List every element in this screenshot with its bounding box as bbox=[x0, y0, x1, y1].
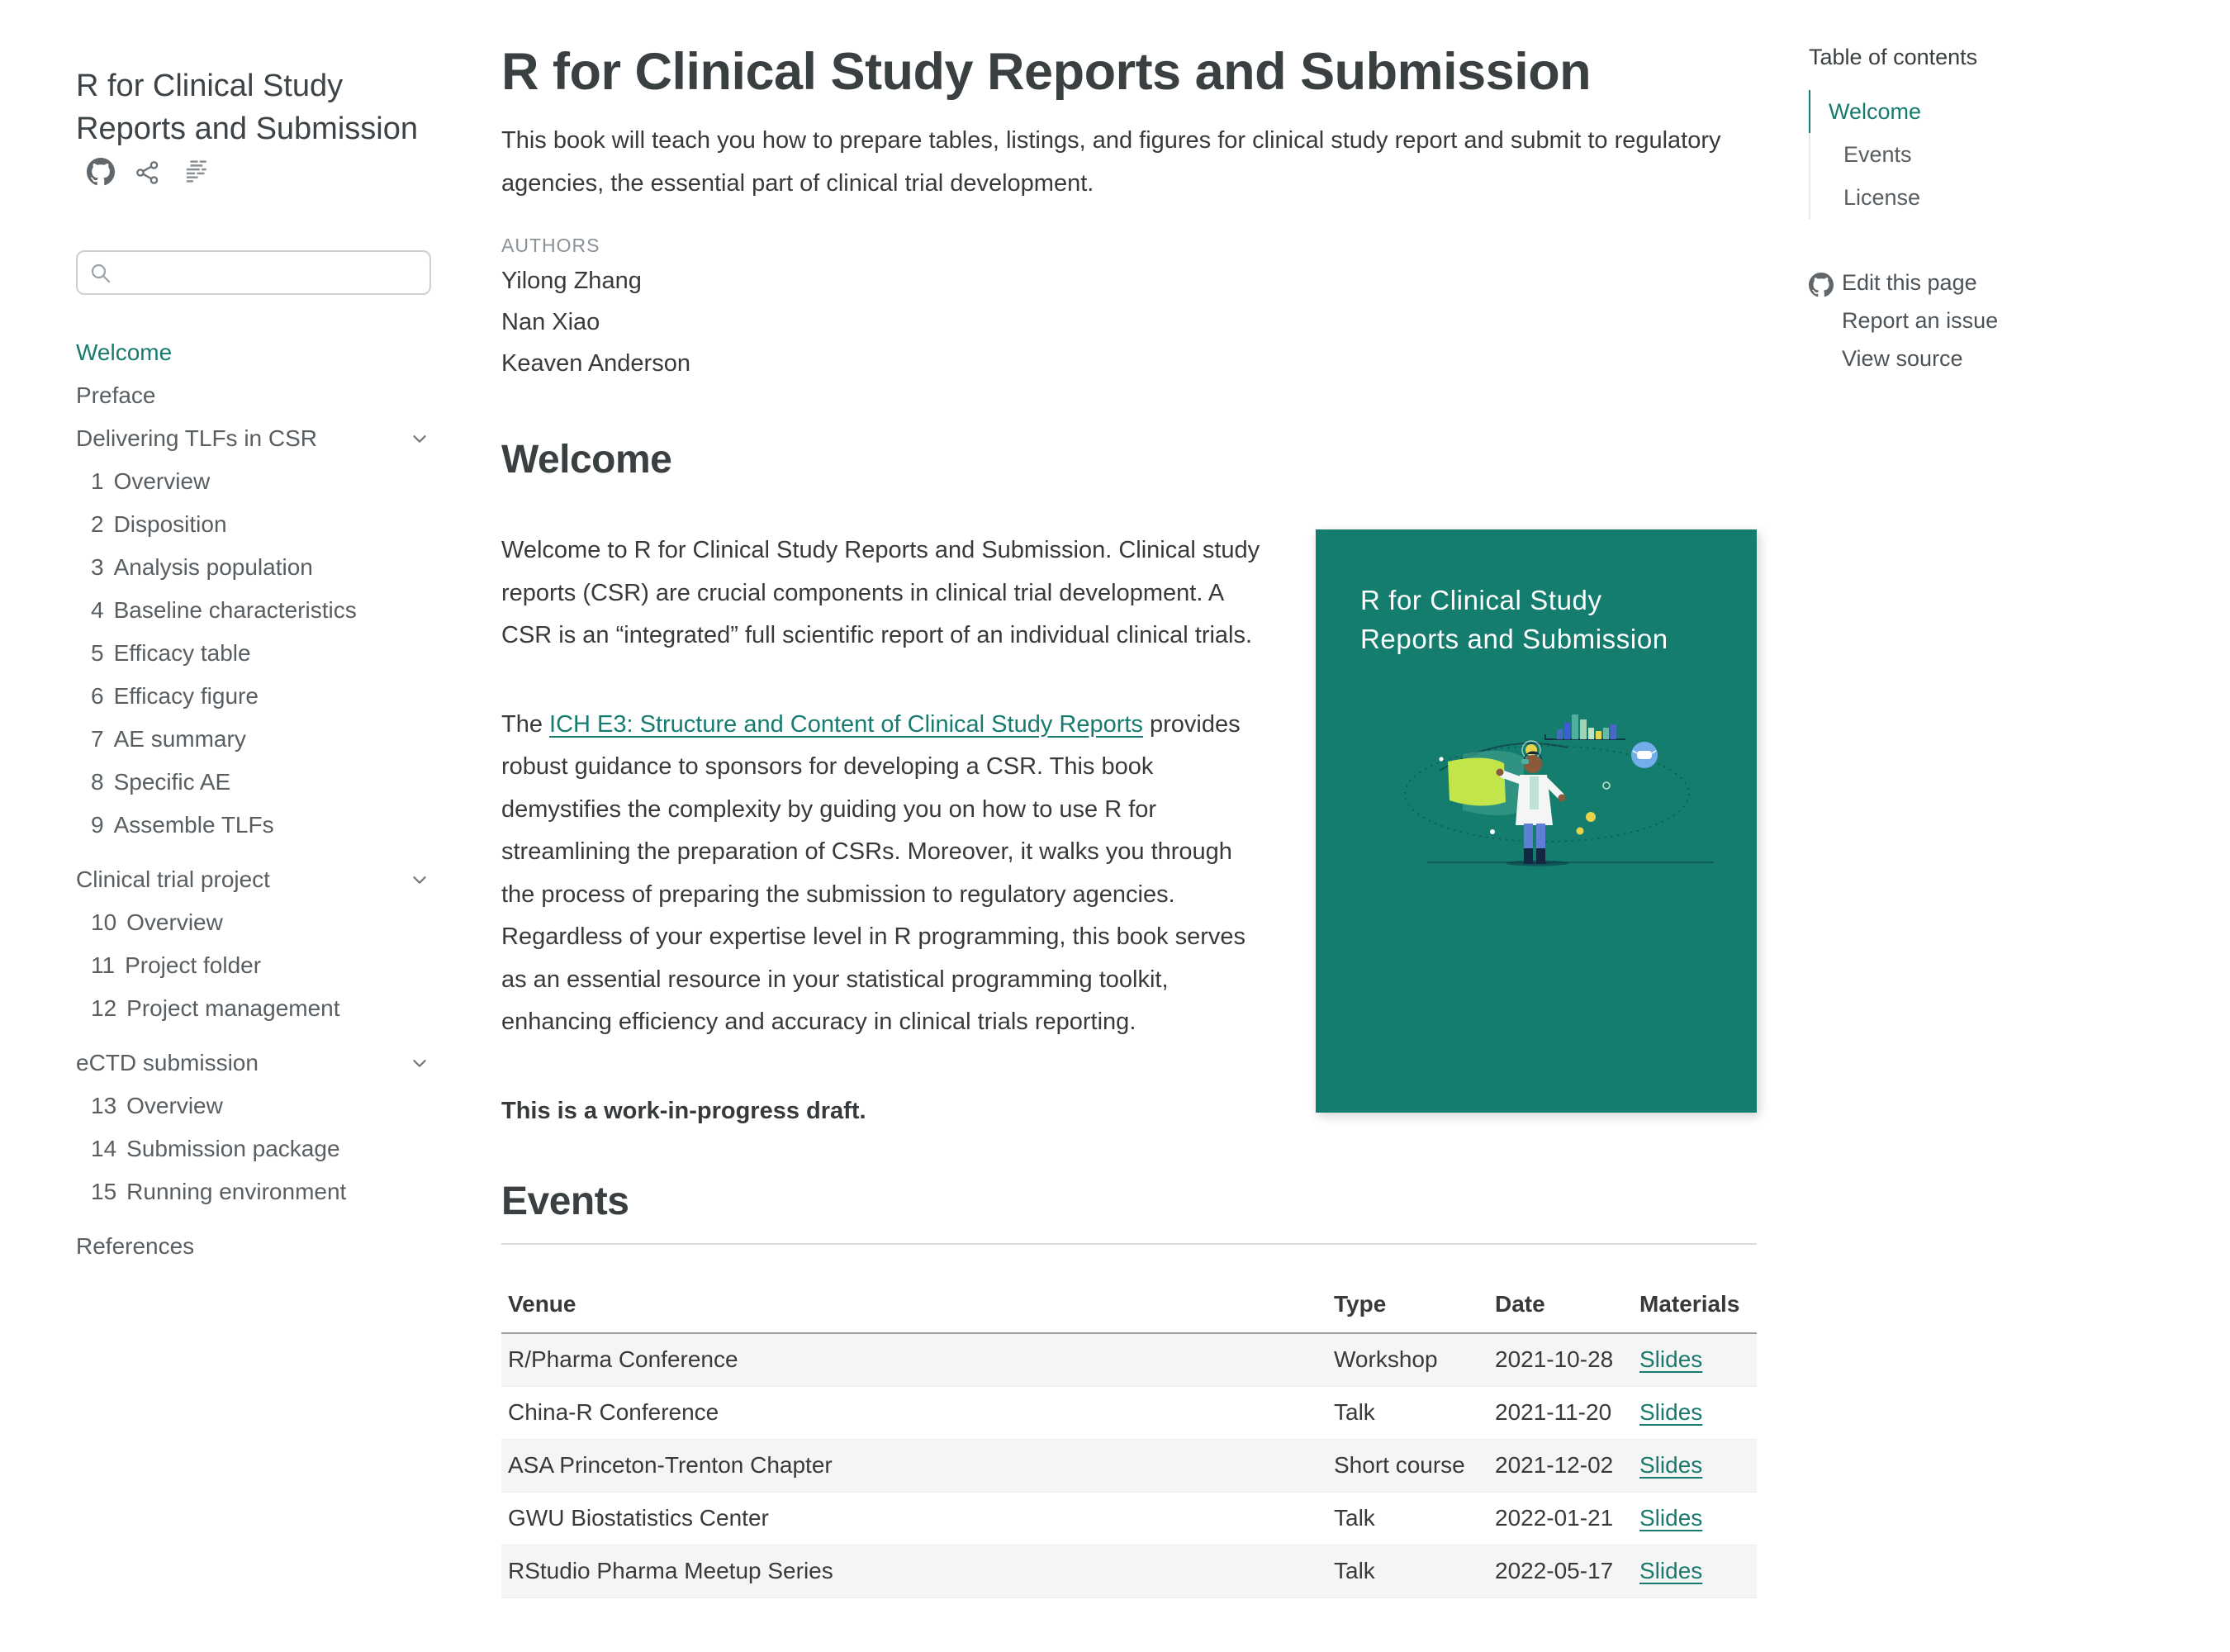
sidebar-item-project-folder[interactable]: 11 Project folder bbox=[91, 952, 262, 978]
search-input[interactable] bbox=[76, 250, 431, 295]
chevron-down-icon[interactable] bbox=[408, 1051, 431, 1075]
sidebar-item-baseline-characteristics[interactable]: 4 Baseline characteristics bbox=[91, 597, 357, 623]
chevron-down-icon[interactable] bbox=[408, 868, 431, 891]
column-materials: Materials bbox=[1633, 1283, 1757, 1333]
reader-mode-icon[interactable] bbox=[180, 154, 208, 197]
sidebar-section-ectd-submission[interactable]: eCTD submission bbox=[76, 1042, 431, 1085]
toc-item-events[interactable]: Events bbox=[1809, 133, 2172, 176]
author-name: Yilong Zhang bbox=[501, 268, 642, 294]
sidebar-item-running-environment[interactable]: 15 Running environment bbox=[91, 1179, 347, 1204]
toc-item-license[interactable]: License bbox=[1809, 176, 2172, 219]
author-name: Nan Xiao bbox=[501, 309, 600, 335]
github-icon[interactable] bbox=[87, 154, 115, 197]
toc-heading: Table of contents bbox=[1809, 45, 1978, 69]
ich-e3-link[interactable]: ICH E3: Structure and Content of Clinical Study Reports bbox=[549, 710, 1143, 738]
column-date: Date bbox=[1488, 1283, 1633, 1333]
table-row: ASA Princeton-Trenton Chapter Short course 2021-12-02 Slides bbox=[501, 1439, 1757, 1492]
table-row: RStudio Pharma Meetup Series Talk 2022-05-17 Slides bbox=[501, 1545, 1757, 1597]
chevron-down-icon[interactable] bbox=[408, 427, 431, 450]
sidebar-item-project-management[interactable]: 12 Project management bbox=[91, 995, 340, 1021]
work-in-progress-note: This is a work-in-progress draft. bbox=[501, 1097, 866, 1124]
toc-links bbox=[1809, 263, 2172, 377]
book-cover-title: R for Clinical Study Reports and Submission bbox=[1360, 585, 1668, 654]
table-row: GWU Biostatistics Center Talk 2022-01-21 Slides bbox=[501, 1492, 1757, 1545]
column-type: Type bbox=[1327, 1283, 1488, 1333]
authors-list bbox=[501, 260, 1757, 384]
welcome-paragraph-2: The ICH E3: Structure and Content of Clinical Study Reports provides robust guidance to sponsors for developing a CSR. This book demystifies the complexity by guiding you on how to use R for streamlining the preparation of CSRs. Moreover, it walks you through the process of preparing the submission to regulatory agencies. Regardless of your expertise level in R programming, this book serves as an essential resource in your statistical programming toolkit, enhancing efficiency and accuracy in clinical trials reporting. bbox=[501, 710, 1246, 1035]
sidebar-item-overview-13[interactable]: 13 Overview bbox=[91, 1093, 223, 1118]
table-row: China-R Conference Talk 2021-11-20 Slides bbox=[501, 1386, 1757, 1439]
table-of-contents bbox=[1809, 45, 2172, 377]
authors-label: AUTHORS bbox=[501, 235, 600, 256]
share-icon[interactable] bbox=[135, 154, 161, 197]
events-divider bbox=[501, 1243, 1757, 1245]
welcome-section bbox=[501, 529, 1757, 1132]
book-cover bbox=[1316, 529, 1757, 1113]
sidebar-item-overview-1[interactable]: 1 Overview bbox=[91, 468, 211, 494]
slides-link[interactable]: Slides bbox=[1639, 1346, 1703, 1373]
slides-link[interactable]: Slides bbox=[1639, 1505, 1703, 1531]
sidebar-section-delivering-tlfs[interactable]: Delivering TLFs in CSR bbox=[76, 417, 431, 460]
sidebar-item-disposition[interactable]: 2 Disposition bbox=[91, 511, 227, 537]
sidebar-item-preface[interactable]: Preface bbox=[76, 382, 156, 408]
book-title-text: R for Clinical Study Reports and Submission bbox=[76, 69, 418, 146]
search-box bbox=[76, 250, 431, 295]
sidebar-item-efficacy-table[interactable]: 5 Efficacy table bbox=[91, 640, 251, 666]
main-content bbox=[501, 43, 1757, 1598]
sidebar bbox=[76, 64, 431, 1268]
table-row: R/Pharma Conference Workshop 2021-10-28 Slides bbox=[501, 1333, 1757, 1386]
welcome-paragraph-1: Welcome to R for Clinical Study Reports and Submission. Clinical study reports (CSR) are crucial components in clinical trial development. A CSR is an “integrated” full scientific report of an individual clinical trials. bbox=[501, 537, 1260, 648]
sidebar-item-assemble-tlfs[interactable]: 9 Assemble TLFs bbox=[91, 812, 274, 838]
sidebar-item-references[interactable]: References bbox=[76, 1233, 195, 1259]
slides-link[interactable]: Slides bbox=[1639, 1399, 1703, 1425]
sidebar-item-efficacy-figure[interactable]: 6 Efficacy figure bbox=[91, 683, 259, 709]
edit-this-page-link[interactable]: Edit this page bbox=[1809, 263, 2172, 301]
view-source-link[interactable]: View source bbox=[1842, 346, 1963, 371]
sidebar-item-welcome[interactable]: Welcome bbox=[76, 339, 173, 365]
author-name: Keaven Anderson bbox=[501, 350, 690, 377]
sidebar-item-submission-package[interactable]: 14 Submission package bbox=[91, 1136, 340, 1161]
sidebar-nav bbox=[76, 331, 431, 1268]
report-an-issue-link[interactable]: Report an issue bbox=[1842, 308, 1999, 333]
toc-item-welcome[interactable]: Welcome bbox=[1809, 90, 2172, 133]
column-venue: Venue bbox=[501, 1283, 1327, 1333]
toc-list bbox=[1809, 90, 2172, 219]
page-subtitle: This book will teach you how to prepare tables, listings, and figures for clinical study report and submit to regulatory agencies, the essential part of clinical trial development. bbox=[501, 127, 1721, 197]
events-header-row bbox=[501, 1283, 1757, 1333]
sidebar-item-ae-summary[interactable]: 7 AE summary bbox=[91, 726, 246, 752]
welcome-heading: Welcome bbox=[501, 438, 672, 482]
events-table bbox=[501, 1283, 1757, 1598]
slides-link[interactable]: Slides bbox=[1639, 1558, 1703, 1583]
events-heading: Events bbox=[501, 1180, 629, 1223]
book-title-sidebar[interactable] bbox=[76, 64, 431, 197]
slides-link[interactable]: Slides bbox=[1639, 1452, 1703, 1478]
sidebar-item-overview-10[interactable]: 10 Overview bbox=[91, 909, 223, 935]
sidebar-item-analysis-population[interactable]: 3 Analysis population bbox=[91, 554, 313, 580]
sidebar-section-clinical-trial-project[interactable]: Clinical trial project bbox=[76, 858, 431, 901]
sidebar-item-specific-ae[interactable]: 8 Specific AE bbox=[91, 769, 231, 795]
page-title: R for Clinical Study Reports and Submission bbox=[501, 43, 1592, 101]
search-icon bbox=[88, 261, 113, 290]
